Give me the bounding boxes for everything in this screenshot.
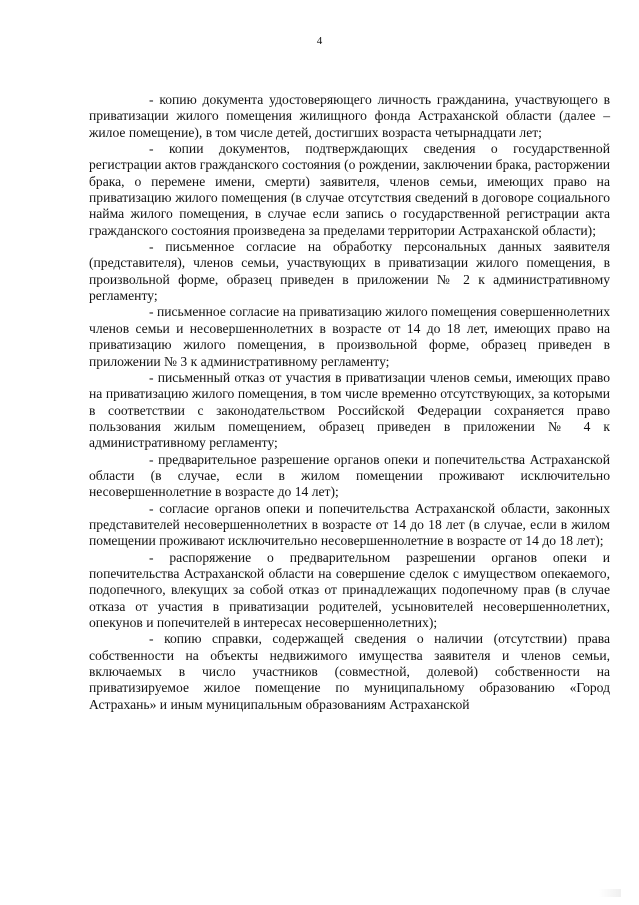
list-item: - письменное согласие на обработку персональных данных заявителя (представителя), членов семьи, участвующих в приватизации жилого помещения, в произвольной форме, образец приведен в приложении № 2 к административному регламенту; bbox=[89, 239, 610, 304]
list-item: - предварительное разрешение органов опеки и попечительства Астраханской области (в случае, если в жилом помещении проживают исключительно несовершеннолетние в возрасте до 14 лет); bbox=[89, 451, 610, 500]
list-item: - копию справки, содержащей сведения о наличии (отсутствии) права собственности на объекты недвижимого имущества заявителя и членов семьи, включаемых в число участников (совместной, долевой) собственности на приватизируемое жилое помещение по муниципальному образованию «Город Астрахань» и иным муниципальным образованиям Астраханской bbox=[89, 631, 610, 712]
list-item: - письменный отказ от участия в приватизации членов семьи, имеющих право на приватизацию жилого помещения, в том числе временно отсутствующих, за которыми в соответствии с законодательством Российской Федерации сохраняется право пользования жилым помещением, образец приведен в приложении № 4 к административному регламенту; bbox=[89, 369, 610, 451]
list-item: - распоряжение о предварительном разрешении органов опеки и попечительства Астраханской области на совершение сделок с имуществом опекаемого, подопечного, влекущих за собой отказ от принадлежащих подопечному прав (в случае отказа от участия в приватизации родителей, усыновителей несовершеннолетних, опекунов и попечителей в интересах несовершеннолетних); bbox=[89, 549, 610, 630]
list-item: - согласие органов опеки и попечительства Астраханской области, законных представителей несовершеннолетних в возрасте от 14 до 18 лет (в случае, если в жилом помещении проживают исключительно несовершеннолетние в возрасте от 14 до 18 лет); bbox=[89, 500, 610, 549]
scan-artifact bbox=[599, 889, 621, 897]
page-number: 4 bbox=[316, 35, 323, 47]
list-item: - письменное согласие на приватизацию жилого помещения совершеннолетних членов семьи и несовершеннолетних в возрасте от 14 до 18 лет, имеющих право на приватизацию жилого помещения, в произвольной форме, образец приведен в приложении № 3 к административному регламенту; bbox=[89, 304, 610, 369]
document-body bbox=[89, 92, 610, 713]
list-item: - копию документа удостоверяющего личность гражданина, участвующего в приватизации жилого помещения жилищного фонда Астраханской области (далее – жилое помещение), в том числе детей, достигших возраста четырнадцати лет; bbox=[89, 92, 610, 140]
list-item: - копии документов, подтверждающих сведения о государственной регистрации актов гражданского состояния (о рождении, заключении брака, расторжении брака, о перемене имени, смерти) заявителя, членов семьи, имеющих право на приватизацию жилого помещения (в случае отсутствия сведений в договоре социального найма жилого помещения, в случае если запись о государственной регистрации акта гражданского состояния произведена за пределами территории Астраханской области); bbox=[89, 141, 610, 238]
